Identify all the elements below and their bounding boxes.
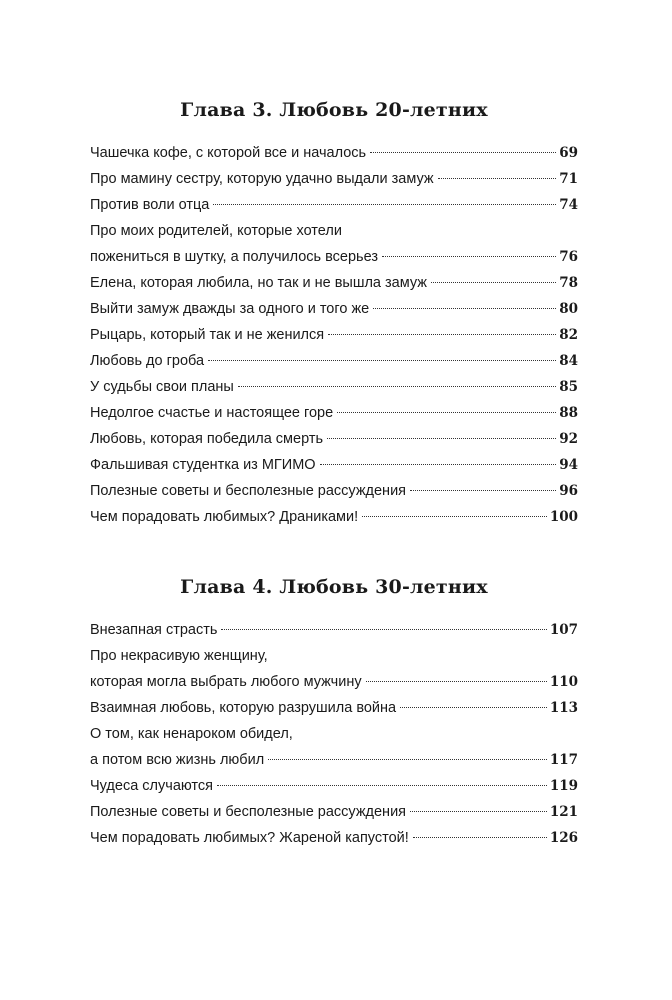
toc-entry-title-line: Елена, которая любила, но так и не вышла замуж — [90, 275, 427, 291]
toc-entry-row — [90, 452, 578, 478]
toc-entry — [90, 478, 578, 504]
dot-leader — [382, 256, 556, 257]
toc-entry-row — [90, 166, 578, 192]
toc-entry — [90, 617, 578, 643]
chapter-title: Глава 4. Любовь 30-летних — [180, 576, 488, 598]
toc-entry — [90, 695, 578, 721]
toc-entry-row — [90, 192, 578, 218]
page-number: 94 — [559, 457, 578, 473]
page-number: 113 — [549, 700, 578, 716]
dot-leader — [238, 386, 556, 387]
page-number: 119 — [549, 778, 578, 794]
toc-entry — [90, 504, 578, 530]
toc-entry-title-line: Про мамину сестру, которую удачно выдали замуж — [90, 171, 434, 187]
toc-entry — [90, 773, 578, 799]
toc-entry-title-line: Против воли отца — [90, 197, 210, 213]
toc-entry-title-line: Чем порадовать любимых? Жареной капустой! — [90, 830, 409, 846]
toc-entry-row — [90, 426, 578, 452]
page-number: 126 — [549, 830, 578, 846]
toc-entry — [90, 348, 578, 374]
dot-leader — [410, 811, 547, 812]
toc-entry — [90, 166, 578, 192]
dot-leader — [268, 759, 547, 760]
toc-entry-title-line: а потом всю жизнь любил — [90, 752, 265, 768]
toc-entry-row — [90, 617, 578, 643]
page-number: 76 — [559, 249, 578, 265]
dot-leader — [366, 681, 547, 682]
toc-entry-title-line: Выйти замуж дважды за одного и того же — [90, 301, 370, 317]
toc-entry-title-line: которая могла выбрать любого мужчину — [90, 674, 362, 690]
page-number: 107 — [549, 622, 578, 638]
toc-entry-row — [90, 504, 578, 530]
toc-entry-title-line: Чем порадовать любимых? Драниками! — [90, 509, 359, 525]
dot-leader — [328, 334, 556, 335]
toc-entry-title-line: Полезные советы и бесполезные рассуждения — [90, 804, 407, 820]
toc-entry — [90, 452, 578, 478]
dot-leader — [362, 516, 547, 517]
toc-entry-row — [90, 374, 578, 400]
toc-entry — [90, 270, 578, 296]
toc-entry-row — [90, 140, 578, 166]
toc-entry — [90, 192, 578, 218]
dot-leader — [413, 837, 547, 838]
chapter-title: Глава 3. Любовь 20-летних — [180, 99, 488, 121]
toc-entry-title-line: О том, как ненароком обидел, — [90, 726, 293, 742]
dot-leader — [208, 360, 556, 361]
toc-entry — [90, 721, 578, 773]
dot-leader — [438, 178, 557, 179]
page-number: 96 — [559, 483, 578, 499]
toc-entry-title-line: Фальшивая студентка из МГИМО — [90, 457, 316, 473]
dot-leader — [327, 438, 556, 439]
toc-entry-title-line: Полезные советы и бесполезные рассуждения — [90, 483, 407, 499]
toc-entry-title-line: Рыцарь, который так и не женился — [90, 327, 325, 343]
toc-entry-title-line: Любовь до гроба — [90, 353, 205, 369]
toc-entry-title-line: Взаимная любовь, которую разрушила война — [90, 700, 397, 716]
dot-leader — [337, 412, 556, 413]
toc-entry-title-line: Чудеса случаются — [90, 778, 214, 794]
dot-leader — [410, 490, 556, 491]
toc-entry — [90, 218, 578, 270]
toc-entry-title-line: У судьбы свои планы — [90, 379, 234, 395]
dot-leader — [400, 707, 547, 708]
toc-entry-row — [90, 296, 578, 322]
toc-entry — [90, 825, 578, 851]
toc-entry — [90, 140, 578, 166]
page-number: 74 — [559, 197, 578, 213]
page-number: 100 — [549, 509, 578, 525]
toc-entry — [90, 296, 578, 322]
dot-leader — [431, 282, 556, 283]
toc-entry-title-line: Внезапная страсть — [90, 622, 218, 638]
toc-entry — [90, 643, 578, 695]
page-number: 69 — [559, 145, 578, 161]
toc-entry-row — [90, 669, 578, 695]
chapter-3-section — [90, 96, 578, 530]
page-number: 84 — [559, 353, 578, 369]
page-number: 82 — [559, 327, 578, 343]
toc-entry-row — [90, 773, 578, 799]
page-number: 117 — [549, 752, 578, 768]
dot-leader — [370, 152, 556, 153]
page-number: 80 — [559, 301, 578, 317]
page-number: 121 — [549, 804, 578, 820]
toc-entry-title-line: Любовь, которая победила смерть — [90, 431, 324, 447]
toc-entry-title-line: Про моих родителей, которые хотели — [90, 223, 342, 239]
chapter-4-section — [90, 573, 578, 851]
dot-leader — [213, 204, 556, 205]
toc-entry-title-line: Про некрасивую женщину, — [90, 648, 268, 664]
toc-list — [90, 617, 578, 851]
dot-leader — [320, 464, 557, 465]
page-number: 85 — [559, 379, 578, 395]
toc-entry-title-line: Недолгое счастье и настоящее горе — [90, 405, 334, 421]
toc-entry-row — [90, 799, 578, 825]
toc-entry-row — [90, 695, 578, 721]
toc-entry-row — [90, 478, 578, 504]
toc-entry-row — [90, 400, 578, 426]
toc-entry — [90, 799, 578, 825]
toc-entry — [90, 322, 578, 348]
page-number: 92 — [559, 431, 578, 447]
page-number: 110 — [549, 674, 578, 690]
toc-entry-title-line: пожениться в шутку, а получилось всерьез — [90, 249, 379, 265]
toc-list — [90, 140, 578, 530]
dot-leader — [373, 308, 556, 309]
page-number: 78 — [559, 275, 578, 291]
toc-entry-row — [90, 825, 578, 851]
toc-entry-row — [90, 270, 578, 296]
toc-entry-row — [90, 348, 578, 374]
toc-entry — [90, 426, 578, 452]
dot-leader — [217, 785, 547, 786]
toc-entry-row — [90, 747, 578, 773]
toc-entry — [90, 374, 578, 400]
toc-entry-title-line: Чашечка кофе, с которой все и началось — [90, 145, 367, 161]
toc-entry-row — [90, 322, 578, 348]
dot-leader — [221, 629, 546, 630]
toc-entry-row — [90, 244, 578, 270]
toc-entry — [90, 400, 578, 426]
page-number: 71 — [559, 171, 578, 187]
page-number: 88 — [559, 405, 578, 421]
